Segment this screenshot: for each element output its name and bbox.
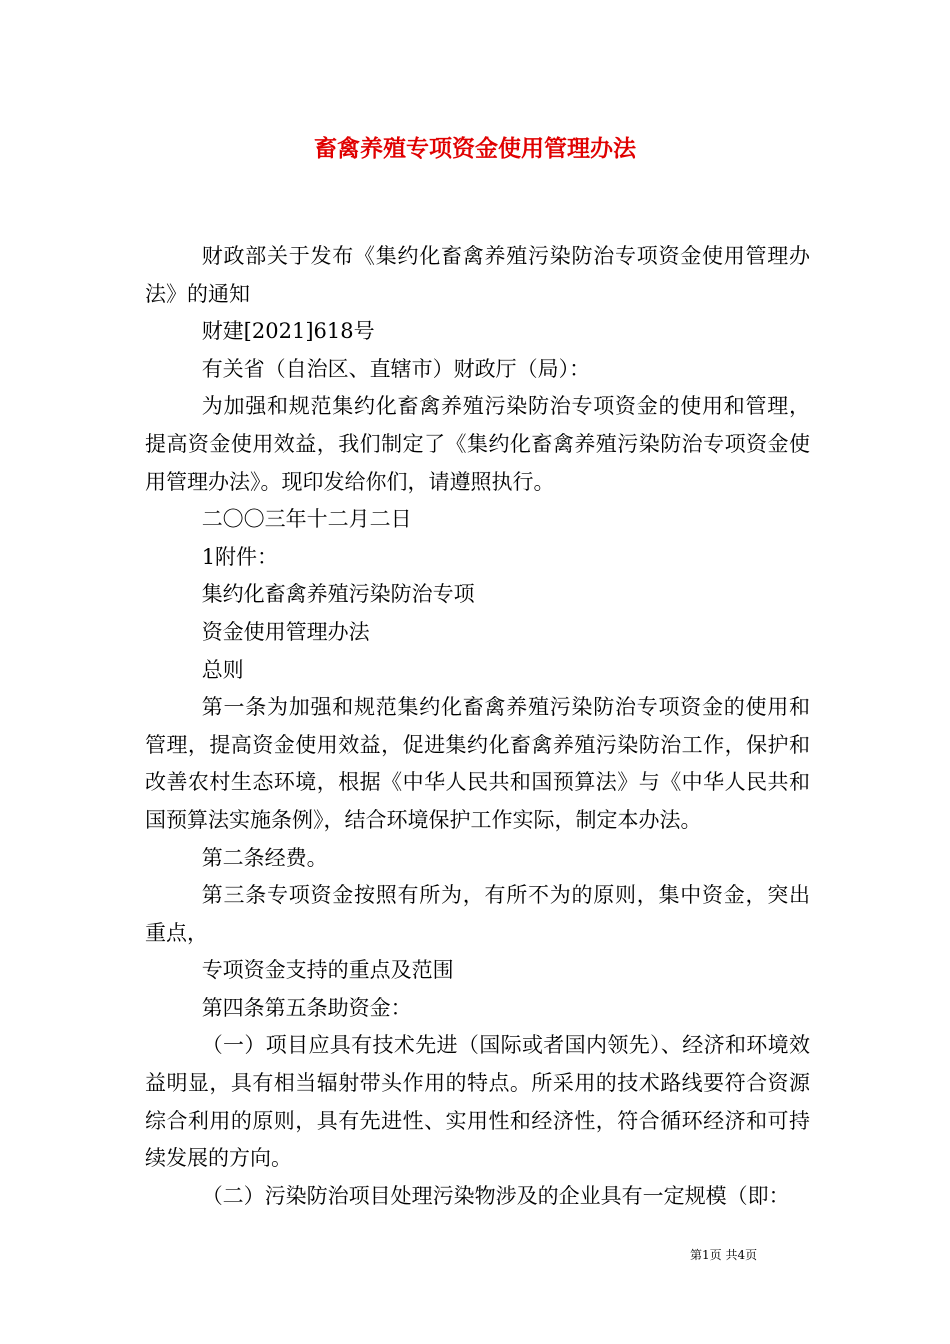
paragraph-recipients: 有关省（自治区、直辖市）财政厅（局）： bbox=[201, 356, 591, 381]
paragraph-notice-title: 财政部关于发布《集约化畜禽养殖污染防治专项资金使用管理办法》的通知 bbox=[145, 244, 810, 306]
document-body bbox=[145, 238, 810, 1215]
paragraph-article-1: 第一条为加强和规范集约化畜禽养殖污染防治专项资金的使用和管理，提高资金使用效益，促进集约化畜禽养殖污染防治工作，保护和改善农村生态环境，根据《中华人民共和国预算法》与《中华人民共和国预算法实施条例》，结合环境保护工作实际，制定本办法。 bbox=[145, 695, 810, 832]
paragraph-general-provisions: 总则 bbox=[201, 657, 244, 682]
paragraph-article-4-5: 第四条第五条助资金： bbox=[201, 995, 412, 1020]
paragraph-purpose: 为加强和规范集约化畜禽养殖污染防治专项资金的使用和管理，提高资金使用效益，我们制定了《集约化畜禽养殖污染防治专项资金使用管理办法》。现印发给你们，请遵照执行。 bbox=[145, 394, 810, 494]
paragraph-article-2: 第二条经费。 bbox=[201, 845, 328, 870]
paragraph-date: 二〇〇三年十二月二日 bbox=[201, 507, 412, 532]
page-number: 第1页 共4页 bbox=[690, 1248, 758, 1262]
paragraph-article-3: 第三条专项资金按照有所为，有所不为的原则，集中资金，突出重点， bbox=[145, 883, 810, 945]
paragraph-attachment-title-1: 集约化畜禽养殖污染防治专项 bbox=[201, 582, 475, 607]
paragraph-attachment: 1附件： bbox=[201, 544, 279, 569]
paragraph-document-number: 财建[2021]618号 bbox=[201, 319, 375, 344]
paragraph-section-heading: 专项资金支持的重点及范围 bbox=[201, 958, 454, 983]
paragraph-item-2: （二）污染防治项目处理污染物涉及的企业具有一定规模（即： bbox=[201, 1183, 790, 1208]
document-title: 畜禽养殖专项资金使用管理办法 bbox=[314, 135, 636, 162]
paragraph-attachment-title-2: 资金使用管理办法 bbox=[201, 619, 370, 644]
paragraph-item-1: （一）项目应具有技术先进（国际或者国内领先）、经济和环境效益明显，具有相当辐射带头作用的特点。所采用的技术路线要符合资源综合利用的原则，具有先进性、实用性和经济性，符合循环经济和可持续发展的方向。 bbox=[145, 1033, 810, 1171]
